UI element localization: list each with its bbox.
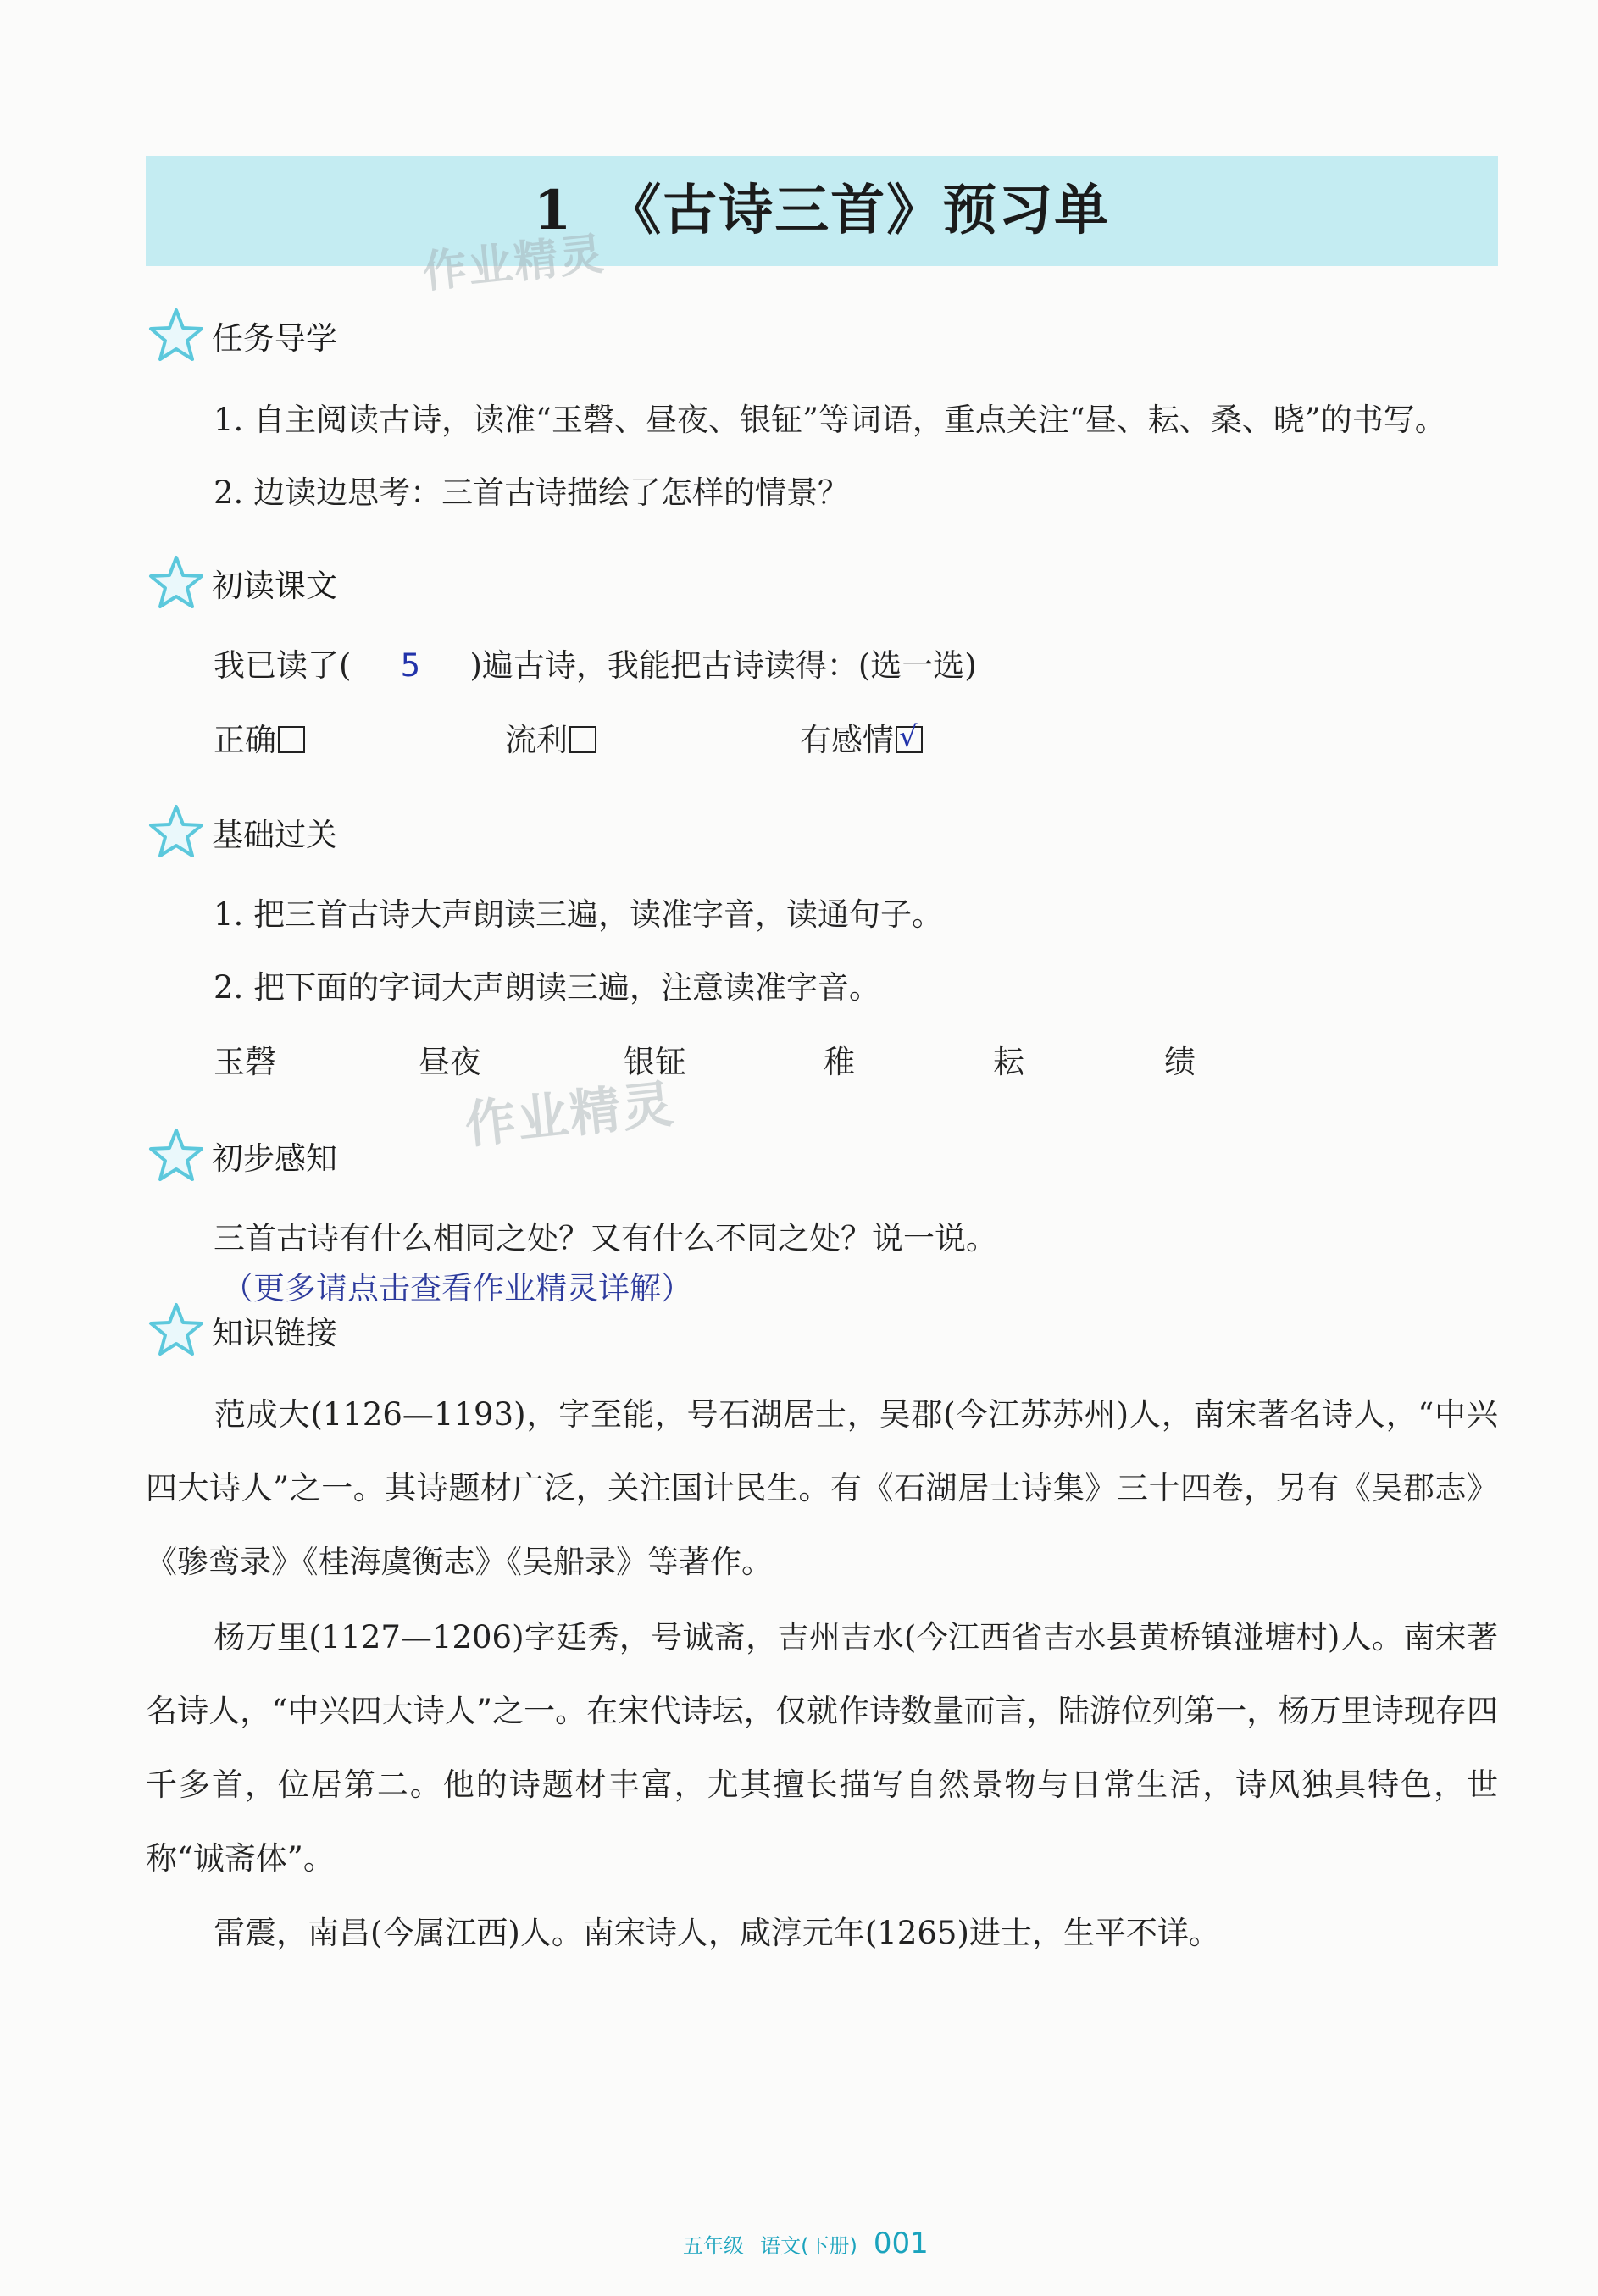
perception-question: 三首古诗有什么相同之处？又有什么不同之处？说一说。 xyxy=(214,1220,997,1256)
page-number: 001 xyxy=(873,2227,929,2260)
option-label: 正确 xyxy=(214,722,276,758)
reading-prefix: 我已读了( xyxy=(214,647,352,684)
star-icon xyxy=(146,801,207,862)
word-item: 绩 xyxy=(1164,1044,1196,1080)
footer-subject: 语文(下册) xyxy=(760,2234,857,2258)
section-title: 任务导学 xyxy=(212,320,337,357)
paragraph-text: 杨万里(1127—1206)字廷秀，号诚斋，吉州吉水(今江西省吉水县黄桥镇湴塘村)人。南宋著名诗人，“中兴四大诗人”之一。在宋代诗坛，仅就作诗数量而言，陆游位列第一，杨万里诗现存四千多首，位居第二。他的诗题材丰富，尤其擅长描写自然景物与日常生活，诗风独具特色，世称“诚斋体”。 xyxy=(146,1619,1498,1877)
watermark: 作业精灵 xyxy=(420,228,608,299)
option-fluent xyxy=(505,720,596,761)
word-item: 玉磬 xyxy=(214,1044,276,1080)
section-title: 基础过关 xyxy=(212,817,337,853)
lesson-title: 《古诗三首》预习单 xyxy=(607,180,1111,242)
knowledge-paragraph xyxy=(146,1600,1498,1895)
star-icon xyxy=(146,305,207,366)
lesson-number: 1 xyxy=(533,179,574,242)
watermark: 作业精灵 xyxy=(462,1074,678,1156)
page-title xyxy=(146,156,1498,266)
word-item: 稚 xyxy=(824,1044,855,1080)
footer-grade: 五年级 xyxy=(683,2234,744,2258)
paragraph-text: 雷震，南昌(今属江西)人。南宋诗人，咸淳元年(1265)进士，生平不详。 xyxy=(214,1915,1220,1951)
section-header-reading xyxy=(146,552,337,613)
task-item: 1. 自主阅读古诗，读准“玉磬、昼夜、银钲”等词语，重点关注“昼、耘、桑、晓”的书写。 xyxy=(214,402,1446,438)
section-header-task xyxy=(146,305,337,366)
star-icon xyxy=(146,1300,207,1361)
section-header-perception xyxy=(146,1125,337,1186)
option-checkbox[interactable] xyxy=(569,726,596,753)
word-item: 耘 xyxy=(993,1044,1024,1080)
section-header-knowledge xyxy=(146,1300,337,1361)
option-label: 有感情 xyxy=(800,722,894,758)
reading-count-line xyxy=(214,646,977,686)
task-item: 2. 边读边思考：三首古诗描绘了怎样的情景？ xyxy=(214,474,850,511)
section-header-basics xyxy=(146,801,337,862)
reading-count[interactable]: 5 xyxy=(400,647,421,684)
section-title: 初读课文 xyxy=(212,568,337,604)
section-title: 初步感知 xyxy=(212,1140,337,1177)
option-checkbox[interactable] xyxy=(278,726,305,753)
knowledge-paragraph xyxy=(146,1896,1498,1970)
section-title: 知识链接 xyxy=(212,1315,337,1351)
check-mark-icon: √ xyxy=(899,720,918,754)
word-item: 昼夜 xyxy=(419,1044,481,1080)
solution-link[interactable]: （更多请点击查看作业精灵详解） xyxy=(222,1270,692,1306)
basics-item: 1. 把三首古诗大声朗读三遍，读准字音，读通句子。 xyxy=(214,896,944,933)
word-item: 银钲 xyxy=(624,1044,686,1080)
star-icon xyxy=(146,1125,207,1186)
option-label: 流利 xyxy=(505,722,568,758)
option-emotional xyxy=(800,720,923,761)
option-checkbox-checked[interactable] xyxy=(896,720,923,754)
knowledge-paragraph xyxy=(146,1378,1498,1599)
reading-suffix: )遍古诗，我能把古诗读得：(选一选) xyxy=(469,647,977,684)
paragraph-text: 范成大(1126—1193)，字至能，号石湖居士，吴郡(今江苏苏州)人，南宋著名诗人，“中兴四大诗人”之一。其诗题材广泛，关注国计民生。有《石湖居士诗集》三十四卷，另有《吴郡志》《骖鸾录》《桂海虞衡志》《吴船录》等著作。 xyxy=(146,1396,1498,1580)
basics-item: 2. 把下面的字词大声朗读三遍，注意读准字音。 xyxy=(214,969,881,1006)
title-banner xyxy=(146,156,1498,266)
option-accurate xyxy=(214,720,305,761)
star-icon xyxy=(146,552,207,613)
page-footer xyxy=(683,2227,929,2260)
